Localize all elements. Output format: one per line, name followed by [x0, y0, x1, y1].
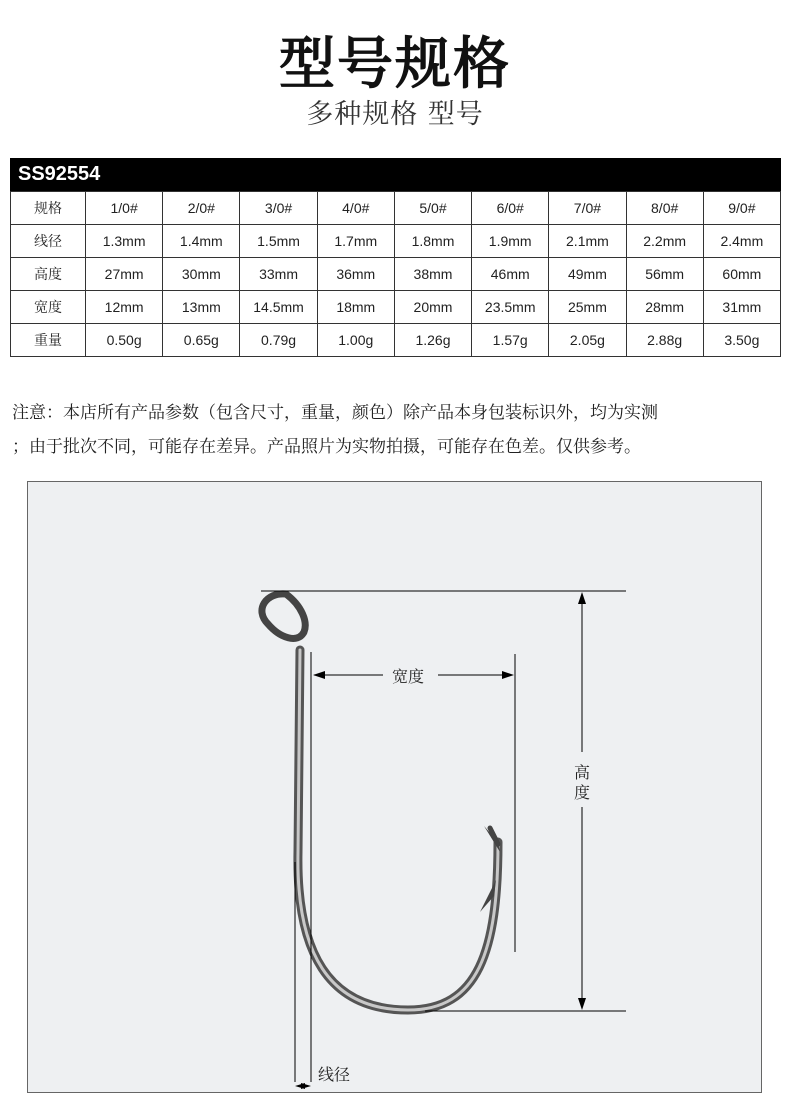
- spec-cell: 3.50g: [703, 324, 780, 357]
- spec-cell: 1/0#: [86, 192, 163, 225]
- height-label-top: 高: [574, 763, 591, 782]
- model-header: SS92554: [10, 158, 781, 191]
- spec-row: [11, 258, 781, 291]
- spec-cell: 4/0#: [317, 192, 394, 225]
- notice-line-1: 注意：本店所有产品参数（包含尺寸，重量，颜色）除产品本身包装标识外，均为实测: [12, 403, 658, 423]
- page-subtitle: 多种规格 型号: [306, 99, 484, 130]
- spec-cell: 1.57g: [472, 324, 549, 357]
- spec-table: [10, 158, 781, 357]
- height-label-bottom: 度: [574, 783, 591, 802]
- spec-row-label: 规格: [11, 192, 86, 225]
- spec-cell: 38mm: [394, 258, 471, 291]
- hook-eye: [262, 594, 305, 639]
- spec-cell: 9/0#: [703, 192, 780, 225]
- spec-cell: 1.7mm: [317, 225, 394, 258]
- height-arrow-bottom: [578, 998, 586, 1010]
- width-label: 宽度: [392, 667, 425, 686]
- spec-cell: 12mm: [86, 291, 163, 324]
- spec-cell: 0.79g: [240, 324, 317, 357]
- page-title: 型号规格: [279, 32, 511, 97]
- spec-row: [11, 291, 781, 324]
- spec-cell: 7/0#: [549, 192, 626, 225]
- width-arrow-right: [502, 671, 514, 679]
- spec-cell: 2.4mm: [703, 225, 780, 258]
- spec-row: [11, 324, 781, 357]
- wire-arrow-right: [301, 1083, 311, 1089]
- spec-cell: 3/0#: [240, 192, 317, 225]
- spec-row: [11, 225, 781, 258]
- spec-cell: 1.00g: [317, 324, 394, 357]
- hook-diagram: [27, 481, 762, 1093]
- spec-cell: 33mm: [240, 258, 317, 291]
- spec-cell: 2.1mm: [549, 225, 626, 258]
- spec-row-label: 宽度: [11, 291, 86, 324]
- spec-cell: 30mm: [163, 258, 240, 291]
- spec-cell: 6/0#: [472, 192, 549, 225]
- spec-cell: 1.9mm: [472, 225, 549, 258]
- hook-drawing: [28, 482, 762, 1093]
- spec-row-label: 高度: [11, 258, 86, 291]
- width-arrow-left: [313, 671, 325, 679]
- spec-cell: 60mm: [703, 258, 780, 291]
- spec-cell: 1.26g: [394, 324, 471, 357]
- spec-cell: 20mm: [394, 291, 471, 324]
- wire-label: 线径: [318, 1065, 351, 1084]
- spec-cell: 0.65g: [163, 324, 240, 357]
- spec-cell: 46mm: [472, 258, 549, 291]
- spec-cell: 1.5mm: [240, 225, 317, 258]
- spec-cell: 14.5mm: [240, 291, 317, 324]
- spec-cell: 18mm: [317, 291, 394, 324]
- spec-cell: 25mm: [549, 291, 626, 324]
- spec-cell: 36mm: [317, 258, 394, 291]
- hook-shank: [298, 650, 498, 1010]
- spec-cell: 8/0#: [626, 192, 703, 225]
- height-arrow-top: [578, 592, 586, 604]
- spec-cell: 1.3mm: [86, 225, 163, 258]
- spec-cell: 2/0#: [163, 192, 240, 225]
- spec-row-label: 线径: [11, 225, 86, 258]
- spec-cell: 0.50g: [86, 324, 163, 357]
- spec-cell: 2.05g: [549, 324, 626, 357]
- spec-cell: 1.8mm: [394, 225, 471, 258]
- spec-cell: 2.88g: [626, 324, 703, 357]
- spec-cell: 23.5mm: [472, 291, 549, 324]
- spec-row-label: 重量: [11, 324, 86, 357]
- spec-cell: 56mm: [626, 258, 703, 291]
- spec-cell: 28mm: [626, 291, 703, 324]
- notice-line-2: ；由于批次不同，可能存在差异。产品照片为实物拍摄，可能存在色差。仅供参考。: [12, 437, 641, 457]
- spec-cell: 49mm: [549, 258, 626, 291]
- spec-cell: 27mm: [86, 258, 163, 291]
- spec-cell: 1.4mm: [163, 225, 240, 258]
- spec-cell: 13mm: [163, 291, 240, 324]
- notice-text: [12, 396, 782, 464]
- spec-grid: [10, 191, 781, 357]
- spec-row: [11, 192, 781, 225]
- spec-cell: 5/0#: [394, 192, 471, 225]
- spec-cell: 2.2mm: [626, 225, 703, 258]
- hook-shank-highlight: [298, 650, 498, 1010]
- spec-cell: 31mm: [703, 291, 780, 324]
